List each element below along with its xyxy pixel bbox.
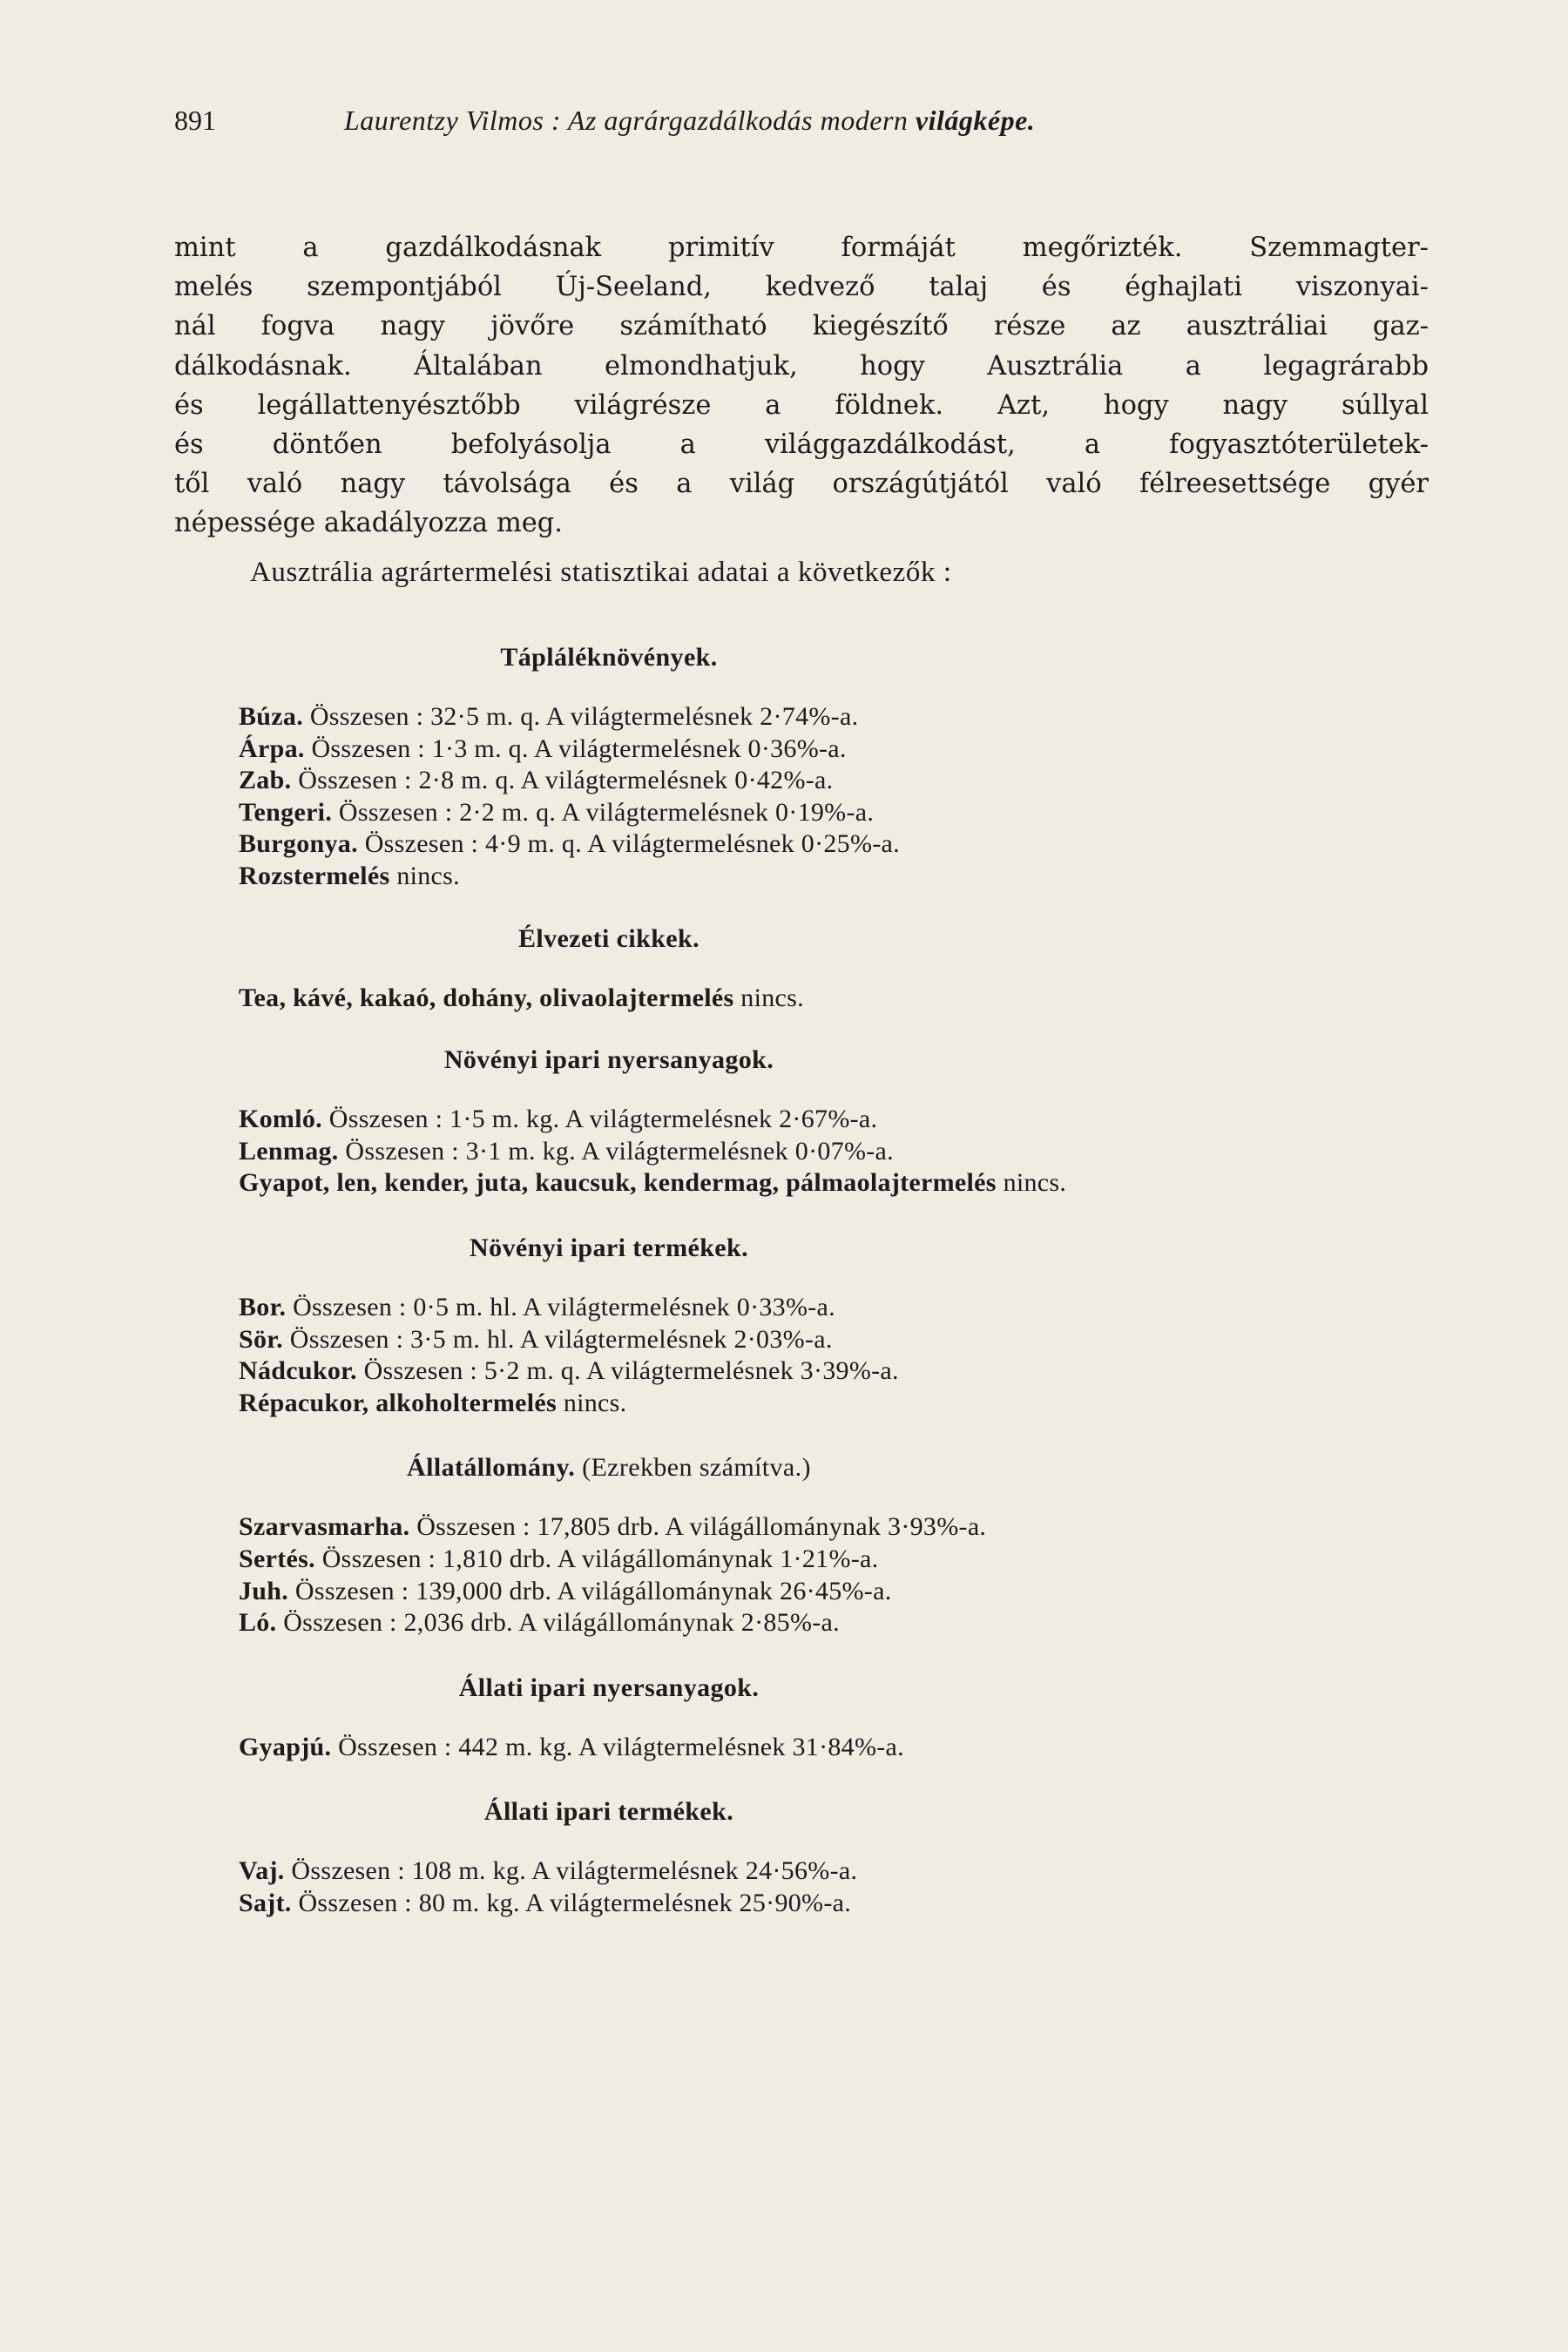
intro-line: népessége akadályozza meg. — [174, 508, 564, 539]
stat-row — [239, 1355, 1458, 1388]
section-title-novenyi-nyersanyagok: Növényi ipari nyersanyagok. — [443, 1045, 774, 1075]
intro-line: mint a gazdálkodásnak primitív formáját megőrizték. Szemmagter- — [174, 233, 1429, 263]
stat-row — [239, 1104, 1458, 1136]
stat-name: Gyapjú. — [239, 1732, 332, 1761]
stat-row — [239, 1576, 1458, 1608]
stat-name: Vaj. — [239, 1856, 285, 1886]
stat-value: Összesen : 5·2 m. q. A világtermelésnek 3·39%-a. — [356, 1356, 899, 1386]
stat-value: Összesen : 139,000 drb. A világállománynak 26·45%-a. — [288, 1576, 892, 1605]
section-title-taplalek: Tápláléknövények. — [500, 643, 718, 672]
stat-value: Összesen : 80 m. kg. A világtermelésnek 25·90%-a. — [291, 1888, 852, 1917]
stat-name: Tea, kávé, kakaó, dohány, olivaolajtermelés — [239, 983, 734, 1012]
stat-name: Szarvasmarha. — [239, 1512, 410, 1542]
page-number: 891 — [174, 105, 216, 136]
stat-value: Összesen : 3·5 m. hl. A világtermelésnek 2·03%-a. — [282, 1324, 833, 1354]
stat-value: Összesen : 3·1 m. kg. A világtermelésnek 0·07%-a. — [338, 1136, 894, 1166]
running-head-bold: világképe. — [915, 105, 1036, 136]
stat-value: Összesen : 0·5 m. hl. A világtermelésnek 0·33%-a. — [286, 1292, 835, 1321]
section-title-novenyi-termekek: Növényi ipari termékek. — [470, 1233, 748, 1262]
stat-value: Összesen : 2,036 drb. A világállománynak 2·85%-a. — [276, 1608, 840, 1638]
stat-value: Összesen : 1,810 drb. A világállománynak 1·21%-a. — [314, 1544, 879, 1573]
section-title-allati-termekek: Állati ipari termékek. — [483, 1797, 734, 1827]
stat-value: Összesen : 1·3 m. q. A világtermelésnek 0·36%-a. — [304, 733, 847, 763]
stat-row — [239, 1888, 1458, 1920]
intro-line: és legállattenyésztőbb világrésze a földnek. Azt, hogy nagy súllyal — [174, 389, 1429, 421]
intro-line: melés szempontjából Új-Seeland, kedvező talaj és éghajlati viszonyai- — [174, 272, 1429, 303]
stat-name: Zab. — [239, 766, 292, 795]
stat-value: Összesen : 32·5 m. q. A világtermelésnek 2·74%-a. — [303, 702, 859, 731]
stat-name: Ló. — [239, 1608, 277, 1638]
section-title-allati-nyersanyagok: Állati ipari nyersanyagok. — [458, 1673, 760, 1702]
stat-row — [239, 1167, 1458, 1200]
section-title-allatallomany-note: (Ezrekben számítva.) — [575, 1453, 811, 1483]
stat-value: Összesen : 1·5 m. kg. A világtermelésnek 2·67%-a. — [321, 1105, 878, 1134]
stat-name: Gyapot, len, kender, juta, kaucsuk, kendermag, pálmaolajtermelés — [239, 1168, 997, 1198]
stat-row — [239, 797, 1458, 829]
stat-name: Sajt. — [239, 1888, 292, 1917]
stat-value: Összesen : 4·9 m. q. A világtermelésnek 0·25%-a. — [357, 829, 900, 859]
stat-value: Összesen : 17,805 drb. A világállománynak 3·93%-a. — [409, 1512, 987, 1542]
running-head-title: Laurentzy Vilmos : Az agrárgazdálkodás modern — [344, 105, 916, 136]
page-header — [174, 103, 1307, 138]
stat-value: Összesen : 2·2 m. q. A világtermelésnek 0·19%-a. — [332, 797, 875, 827]
section-title-allatallomany-bold: Állatállomány. — [407, 1453, 576, 1483]
stat-value: nincs. — [389, 861, 460, 890]
section-title-elvezeti: Élvezeti cikkek. — [517, 923, 700, 953]
stat-name: Tengeri. — [239, 797, 333, 827]
intro-line: nál fogva nagy jövőre számítható kiegészítő része az ausztráliai gaz- — [174, 311, 1429, 342]
stat-row — [239, 828, 1458, 861]
stat-name: Komló. — [239, 1105, 322, 1134]
stat-value: nincs. — [557, 1388, 627, 1417]
stat-row — [239, 1324, 1458, 1356]
stat-value: Összesen : 442 m. kg. A világtermelésnek 31·84%-a. — [331, 1732, 904, 1761]
stat-value: Összesen : 2·8 m. q. A világtermelésnek 0·42%-a. — [291, 766, 834, 795]
stat-row — [239, 765, 1458, 797]
stat-row — [239, 1511, 1458, 1544]
statistics-list — [239, 640, 1458, 1919]
stat-name: Sör. — [239, 1324, 283, 1354]
stat-name: Lenmag. — [239, 1136, 339, 1166]
stat-value: nincs. — [996, 1168, 1067, 1198]
stat-name: Bor. — [239, 1292, 287, 1321]
stat-name: Burgonya. — [239, 829, 358, 859]
stat-row — [239, 1607, 1458, 1639]
stat-name: Rozstermelés — [239, 861, 390, 890]
stat-value: nincs. — [733, 983, 804, 1012]
stat-row — [239, 1136, 1458, 1168]
stat-row — [239, 1388, 1458, 1420]
stat-row — [239, 1855, 1458, 1888]
stat-row — [239, 733, 1458, 766]
intro-paragraph — [174, 228, 1429, 544]
stat-name: Juh. — [239, 1576, 289, 1605]
intro-line: től való nagy távolsága és a világ országútjától való félreesettsége gyér — [174, 469, 1429, 500]
statistics-intro: Ausztrália agrártermelési statisztikai adatai a következők : — [250, 557, 952, 588]
stat-name: Sertés. — [239, 1544, 315, 1573]
stat-name: Búza. — [239, 702, 304, 731]
stat-row — [239, 1732, 1458, 1764]
stat-value: Összesen : 108 m. kg. A világtermelésnek 24·56%-a. — [284, 1856, 858, 1886]
section-title-allatallomany — [239, 1450, 979, 1485]
intro-line: és döntően befolyásolja a világgazdálkodást, a fogyasztóterületek- — [174, 429, 1429, 460]
stat-name: Nádcukor. — [239, 1356, 357, 1386]
stat-row — [239, 1292, 1458, 1324]
stat-row — [239, 861, 1458, 893]
running-head — [344, 103, 1035, 138]
stat-row — [239, 983, 1458, 1015]
stat-row — [239, 701, 1458, 733]
stat-row — [239, 1544, 1458, 1576]
stat-name: Árpa. — [239, 733, 305, 763]
stat-name: Répacukor, alkoholtermelés — [239, 1388, 558, 1417]
intro-line: dálkodásnak. Általában elmondhatjuk, hogy Ausztrália a legagrárabb — [174, 350, 1429, 382]
